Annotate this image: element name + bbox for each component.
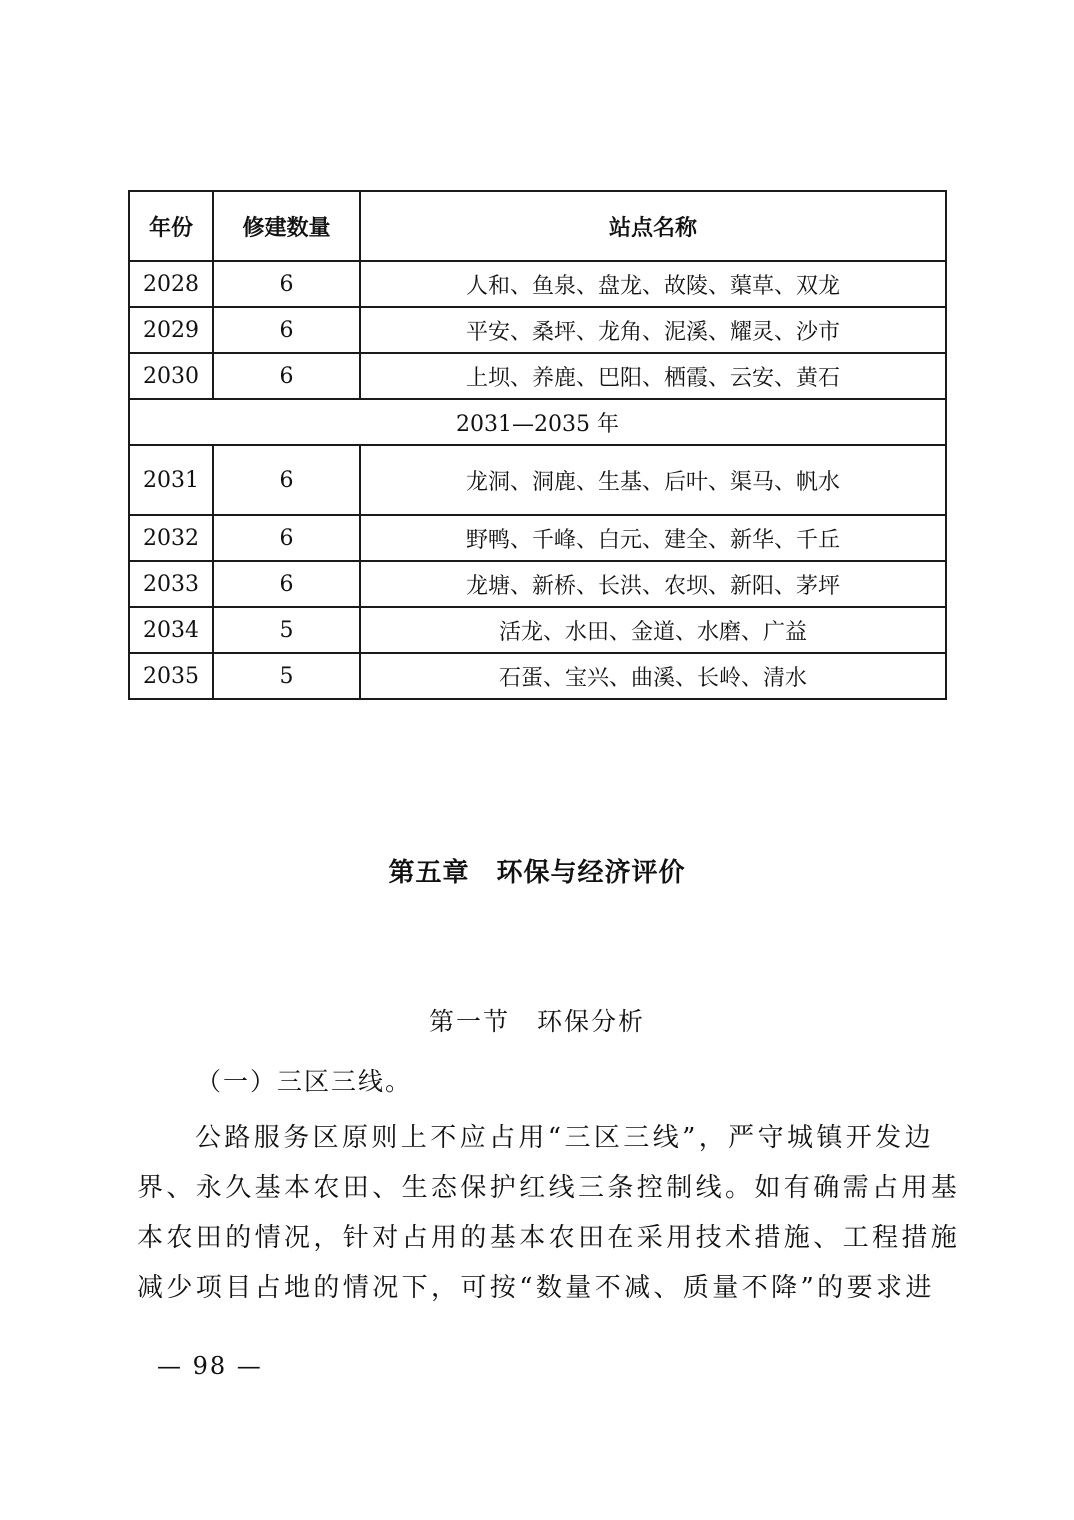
cell-year: 2030	[129, 353, 213, 399]
page-number: — 98 —	[157, 1352, 263, 1380]
table-row	[129, 653, 946, 699]
paragraph-line: 界、永久基本农田、生态保护红线三条控制线。如有确需占用基	[137, 1173, 961, 1203]
cell-station-names: 龙塘、新桥、长洪、农坝、新阳、茅坪	[360, 561, 946, 607]
table-row	[129, 261, 946, 307]
cell-year: 2031	[129, 445, 213, 515]
cell-year: 2032	[129, 515, 213, 561]
cell-station-names: 龙洞、洞鹿、生基、后叶、渠马、帆水	[360, 445, 946, 515]
table-row	[129, 607, 946, 653]
station-construction-table	[128, 190, 947, 700]
cell-year: 2035	[129, 653, 213, 699]
table-row	[129, 515, 946, 561]
period-row	[129, 399, 946, 445]
cell-year: 2034	[129, 607, 213, 653]
cell-station-names: 石蛋、宝兴、曲溪、长岭、清水	[360, 653, 946, 699]
cell-count: 6	[213, 353, 360, 399]
cell-station-names: 平安、桑坪、龙角、泥溪、耀灵、沙市	[360, 307, 946, 353]
cell-year: 2029	[129, 307, 213, 353]
table-row	[129, 307, 946, 353]
paragraph-line: 减少项目占地的情况下，可按“数量不减、质量不降”的要求进	[137, 1273, 935, 1303]
header-year: 年份	[129, 191, 213, 261]
paragraph-line: 公路服务区原则上不应占用“三区三线”，严守城镇开发边	[195, 1123, 934, 1153]
header-station-names: 站点名称	[360, 191, 946, 261]
cell-station-names: 上坝、养鹿、巴阳、栖霞、云安、黄石	[360, 353, 946, 399]
header-count: 修建数量	[213, 191, 360, 261]
cell-year: 2033	[129, 561, 213, 607]
table-row	[129, 561, 946, 607]
table-header-row	[129, 191, 946, 261]
body-paragraph	[137, 1113, 961, 1313]
cell-station-names: 人和、鱼泉、盘龙、故陵、蕖草、双龙	[360, 261, 946, 307]
subheading: （一）三区三线。	[196, 1067, 413, 1096]
cell-station-names: 活龙、水田、金道、水磨、广益	[360, 607, 946, 653]
paragraph-line: 本农田的情况，针对占用的基本农田在采用技术措施、工程措施	[137, 1223, 961, 1253]
period-label: 2031—2035 年	[129, 399, 946, 445]
cell-count: 5	[213, 653, 360, 699]
cell-count: 6	[213, 561, 360, 607]
table-row	[129, 445, 946, 515]
cell-count: 5	[213, 607, 360, 653]
cell-count: 6	[213, 445, 360, 515]
cell-year: 2028	[129, 261, 213, 307]
cell-count: 6	[213, 307, 360, 353]
section-title: 第一节 环保分析	[428, 1007, 645, 1036]
cell-station-names: 野鸭、千峰、白元、建全、新华、千丘	[360, 515, 946, 561]
cell-count: 6	[213, 515, 360, 561]
cell-count: 6	[213, 261, 360, 307]
table-row	[129, 353, 946, 399]
chapter-title: 第五章 环保与经济评价	[388, 858, 686, 888]
